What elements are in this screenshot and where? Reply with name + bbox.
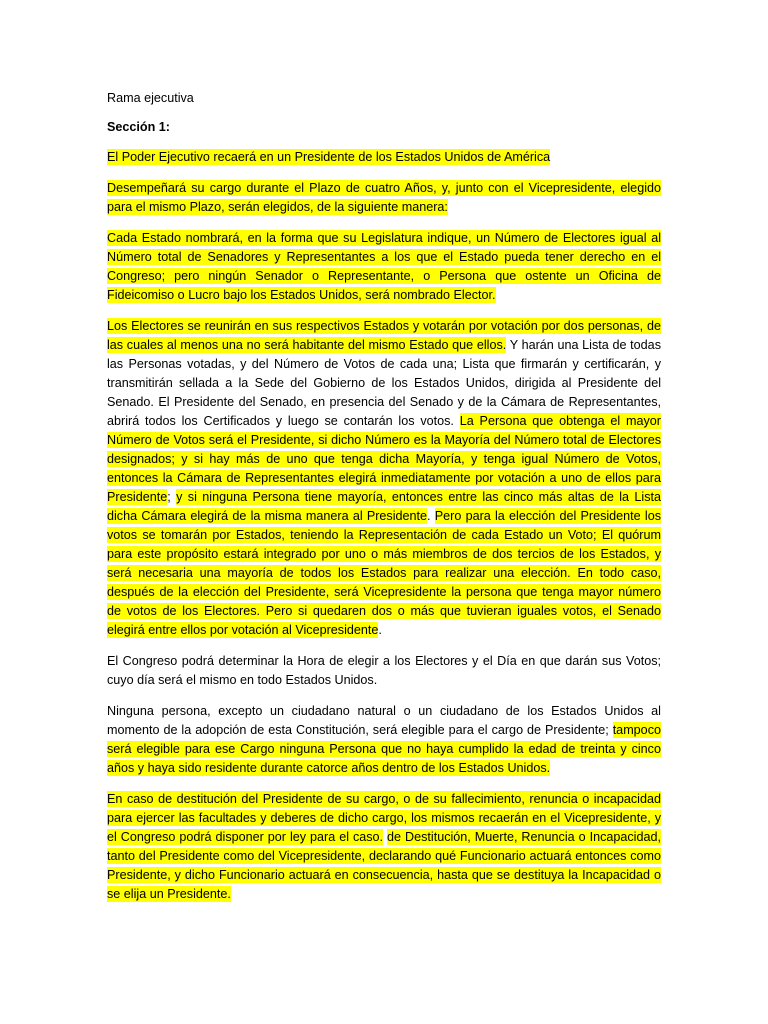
body-paragraph (107, 790, 661, 904)
highlighted-text: El Poder Ejecutivo recaerá en un Presidente de los Estados Unidos de América (107, 150, 551, 164)
document-body (107, 148, 661, 904)
plain-text: . (378, 623, 382, 637)
body-paragraph (107, 317, 661, 640)
highlighted-text: Los Electores se reunirán en sus respectivos Estados y votarán por votación por dos personas, de las cuales al menos una no será habitante del mismo Estado que ellos. (107, 319, 661, 352)
body-paragraph (107, 652, 661, 690)
highlighted-text: Pero para la elección del Presidente los votos se tomarán por Estados, teniendo la Representación de cada Estado un Voto; El quórum para este propósito estará integrado por uno o más miembros de dos tercios de los Estados, y será necesaria una mayoría de todos los Estados para realizar una elección. En todo caso, después de la elección del Presidente, será Vicepresidente la persona que tenga mayor número de votos de los Electores. Pero si quedaren dos o más que tuvieran iguales votos, el Senado elegirá entre ellos por votación al Vicepresidente (107, 509, 661, 637)
highlighted-text: tampoco será elegible para ese Cargo ninguna Persona que no haya cumplido la edad de treinta y cinco años y haya sido residente durante catorce años dentro de los Estados Unidos. (107, 723, 661, 775)
highlighted-text: La Persona que obtenga el mayor Número de Votos será el Presidente, si dicho Número es la Mayoría del Número total de Electores designados; y si hay más de uno que tenga dicha Mayoría, y tenga igual Número de Votos, entonces la Cámara de Representantes elegirá inmediatamente por votación a uno de ellos para Presidente (107, 414, 661, 504)
plain-text: ; (167, 490, 177, 504)
section-title: Sección 1: (107, 120, 170, 134)
document-page (107, 89, 661, 916)
body-paragraph (107, 229, 661, 305)
highlighted-text: de Destitución, Muerte, Renuncia o Incapacidad, tanto del Presidente como del Vicepresidente, declarando qué Funcionario actuará entonces como Presidente, y dicho Funcionario actuará en consecuencia, hasta que se destituya la Incapacidad o se elija un Presidente. (107, 830, 661, 901)
document-heading: Rama ejecutiva (107, 91, 194, 105)
plain-text: El Congreso podrá determinar la Hora de elegir a los Electores y el Día en que darán sus Votos; cuyo día será el mismo en todo Estados Unidos. (107, 654, 661, 687)
body-paragraph (107, 179, 661, 217)
plain-text: . (427, 509, 435, 523)
body-paragraph (107, 148, 661, 167)
plain-text: Y harán una Lista de todas las Personas votadas, y del Número de Votos de cada una; Lista que firmarán y certificarán, y transmitirán sellada a la Sede del Gobierno de los Estados Unidos, dirigida al Presidente del Senado. El Presidente del Senado, en presencia del Senado y de la Cámara de Representantes, abrirá todos los Certificados y luego se contarán los votos. (107, 338, 661, 428)
highlighted-text: y si ninguna Persona tiene mayoría, entonces entre las cinco más altas de la Lista dicha Cámara elegirá de la misma manera al Presidente (107, 490, 662, 523)
plain-text: Ninguna persona, excepto un ciudadano natural o un ciudadano de los Estados Unidos al momento de la adopción de esta Constitución, será elegible para el cargo de Presidente; (107, 704, 661, 737)
highlighted-text: En caso de destitución del Presidente de su cargo, o de su fallecimiento, renuncia o incapacidad para ejercer las facultades y deberes de dicho cargo, los mismos recaerán en el Vicepresidente, y el Congreso podrá disponer por ley para el caso. (107, 792, 661, 844)
body-paragraph (107, 702, 661, 778)
highlighted-text: Cada Estado nombrará, en la forma que su Legislatura indique, un Número de Electores igual al Número total de Senadores y Representantes a los que el Estado pueda tener derecho en el Congreso; pero ningún Senador o Representante, o Persona que ostente un Oficina de Fideicomiso o Lucro bajo los Estados Unidos, será nombrado Elector. (107, 231, 661, 302)
highlighted-text: Desempeñará su cargo durante el Plazo de cuatro Años, y, junto con el Vicepresidente, elegido para el mismo Plazo, serán elegidos, de la siguiente manera: (107, 181, 661, 214)
